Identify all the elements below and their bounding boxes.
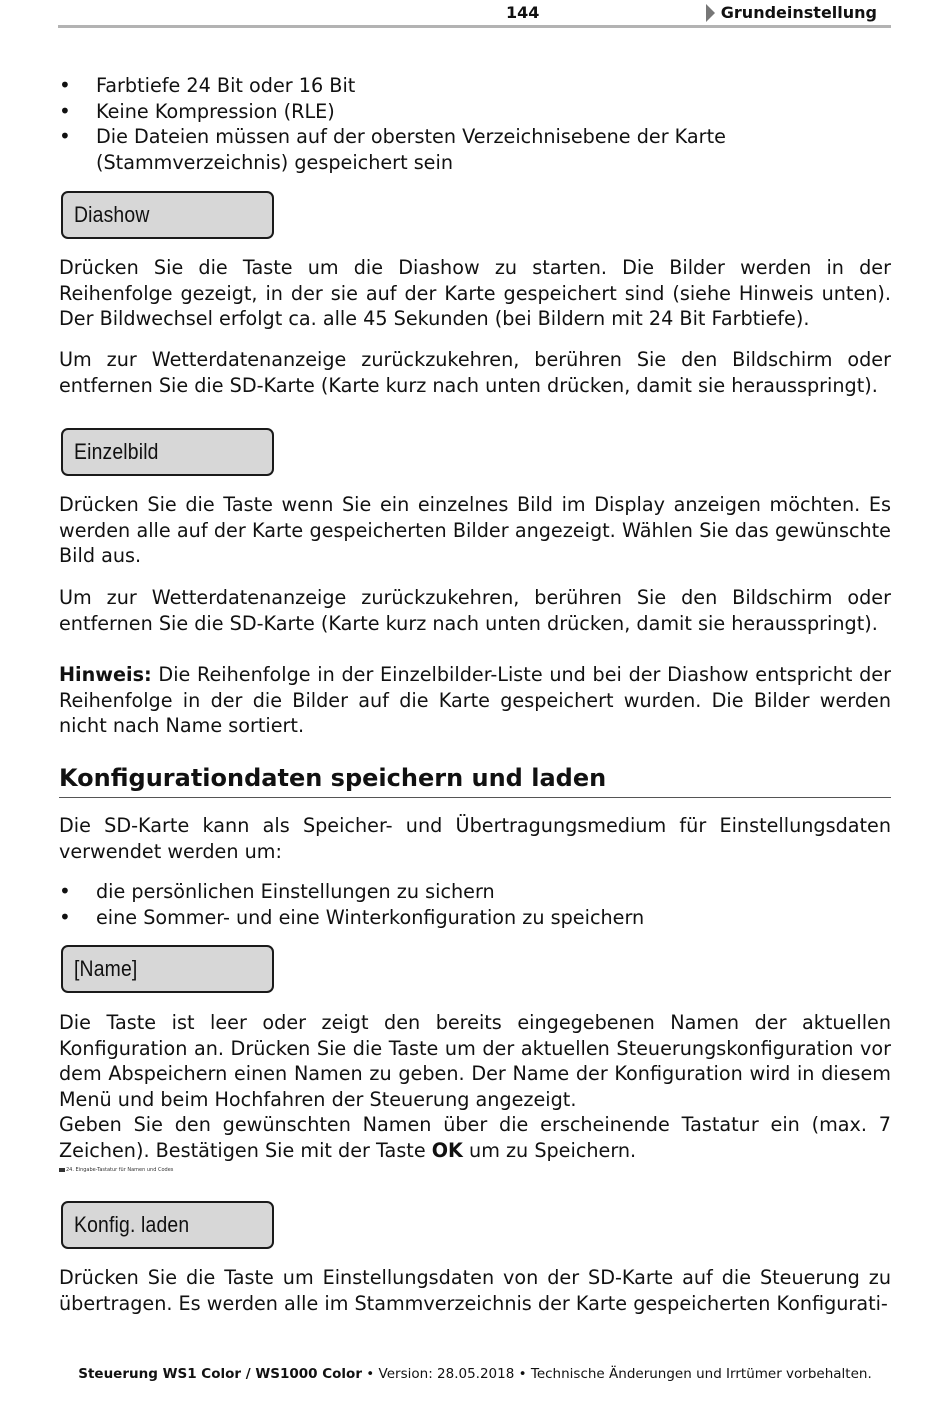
diashow-return-note: Um zur Wetterdatenanzeige zurückzukehren, berühren Sie den Bildschirm oder entfernen Sie die SD-Karte (Karte kurz nach unten drücken, damit sie herausspringt). (59, 348, 891, 397)
list-item: • Keine Kompression (RLE) (59, 99, 891, 125)
page-footer (0, 1366, 950, 1382)
chevron-right-icon (706, 4, 715, 22)
figure-caption-text: 24. Eingabe-Tastatur für Namen und Codes (66, 1167, 174, 1173)
page-header (58, 0, 891, 28)
list-item: • eine Sommer- und eine Winterkonfiguration zu speichern (59, 905, 891, 931)
ok-key-label: OK (431, 1138, 463, 1162)
list-item: • Die Dateien müssen auf der obersten Verzeichnisebene der Karte (Stammverzeichnis) gespeichert sein (59, 124, 891, 175)
section-tag (706, 0, 891, 25)
footer-separator: • (362, 1366, 379, 1382)
einzelbild-button (61, 428, 274, 476)
diashow-description: Drücken Sie die Taste um die Diashow zu starten. Die Bilder werden in der Reihenfolge gezeigt, in der sie auf der Karte gespeichert sind (siehe Hinweis unten). Der Bildwechsel erfolgt ca. alle 45 Sekunden (bei Bildern mit 24 Bit Farbtiefe). (59, 256, 891, 331)
footer-separator: • (514, 1366, 531, 1382)
camera-icon (59, 1168, 65, 1172)
figure-caption (59, 1167, 173, 1173)
konfig-laden-button-label: Konfig. laden (74, 1212, 190, 1237)
name-input-note (59, 1112, 891, 1163)
konfig-laden-button (61, 1201, 274, 1249)
name-button (61, 945, 274, 993)
diashow-button-label: Diashow (74, 202, 150, 227)
hinweis-text: Die Reihenfolge in der Einzelbilder-Liste und bei der Diashow entspricht der Reihenfolge in der die Bilder auf die Karte gespeichert wurden. Die Bilder werden nicht nach Name sortiert. (59, 663, 891, 738)
list-item: • Farbtiefe 24 Bit oder 16 Bit (59, 73, 891, 99)
einzelbild-button-label: Einzelbild (74, 439, 159, 464)
config-intro: Die SD-Karte kann als Speicher- und Übertragungsmedium für Einstellungsdaten verwendet werden um: (59, 814, 891, 863)
name-input-text-start: Geben Sie den gewünschten Namen über die erscheinende Tastatur ein (max. 7 Zeichen). Bestätigen Sie mit der Taste (59, 1113, 891, 1162)
list-item: • die persönlichen Einstellungen zu sichern (59, 879, 891, 905)
format-requirements-list (59, 73, 891, 175)
einzelbild-description: Drücken Sie die Taste wenn Sie ein einzelnes Bild im Display anzeigen möchten. Es werden alle auf der Karte gespeicherten Bilder angezeigt. Wählen Sie das gewünschte Bild aus. (59, 493, 891, 568)
footer-product: Steuerung WS1 Color / WS1000 Color (78, 1366, 362, 1382)
section-heading: Konfigurationdaten speichern und laden (59, 762, 891, 798)
einzelbild-return-note: Um zur Wetterdatenanzeige zurückzukehren, berühren Sie den Bildschirm oder entfernen Sie die SD-Karte (Karte kurz nach unten drücken, damit sie herausspringt). (59, 586, 891, 635)
hinweis-label: Hinweis: (59, 663, 152, 686)
footer-note: Technische Änderungen und Irrtümer vorbehalten. (530, 1366, 872, 1382)
name-input-text-end: um zu Speichern. (462, 1138, 637, 1162)
name-description: Die Taste ist leer oder zeigt den bereits eingegebenen Namen der aktuellen Konfiguration an. Drücken Sie die Taste um der aktuellen Steuerungskonfiguration vor dem Abspeichern einen Namen zu geben. Der Name der Konfiguration wird in diesem Menü und beim Hochfahren der Steuerung angezeigt. (59, 1011, 891, 1111)
konfig-laden-description: Drücken Sie die Taste um Einstellungsdaten von der SD-Karte auf die Steuerung zu übertragen. Es werden alle im Stammverzeichnis der Karte gespeicherten Konfigurati- (59, 1266, 891, 1315)
header-rule (58, 25, 891, 28)
config-uses-list (59, 879, 891, 930)
footer-version: Version: 28.05.2018 (378, 1366, 515, 1382)
hinweis-note (59, 662, 891, 739)
section-title: Grundeinstellung (720, 3, 877, 22)
name-button-label: [Name] (74, 956, 138, 981)
diashow-button (61, 191, 274, 239)
page-number: 144 (506, 3, 540, 22)
